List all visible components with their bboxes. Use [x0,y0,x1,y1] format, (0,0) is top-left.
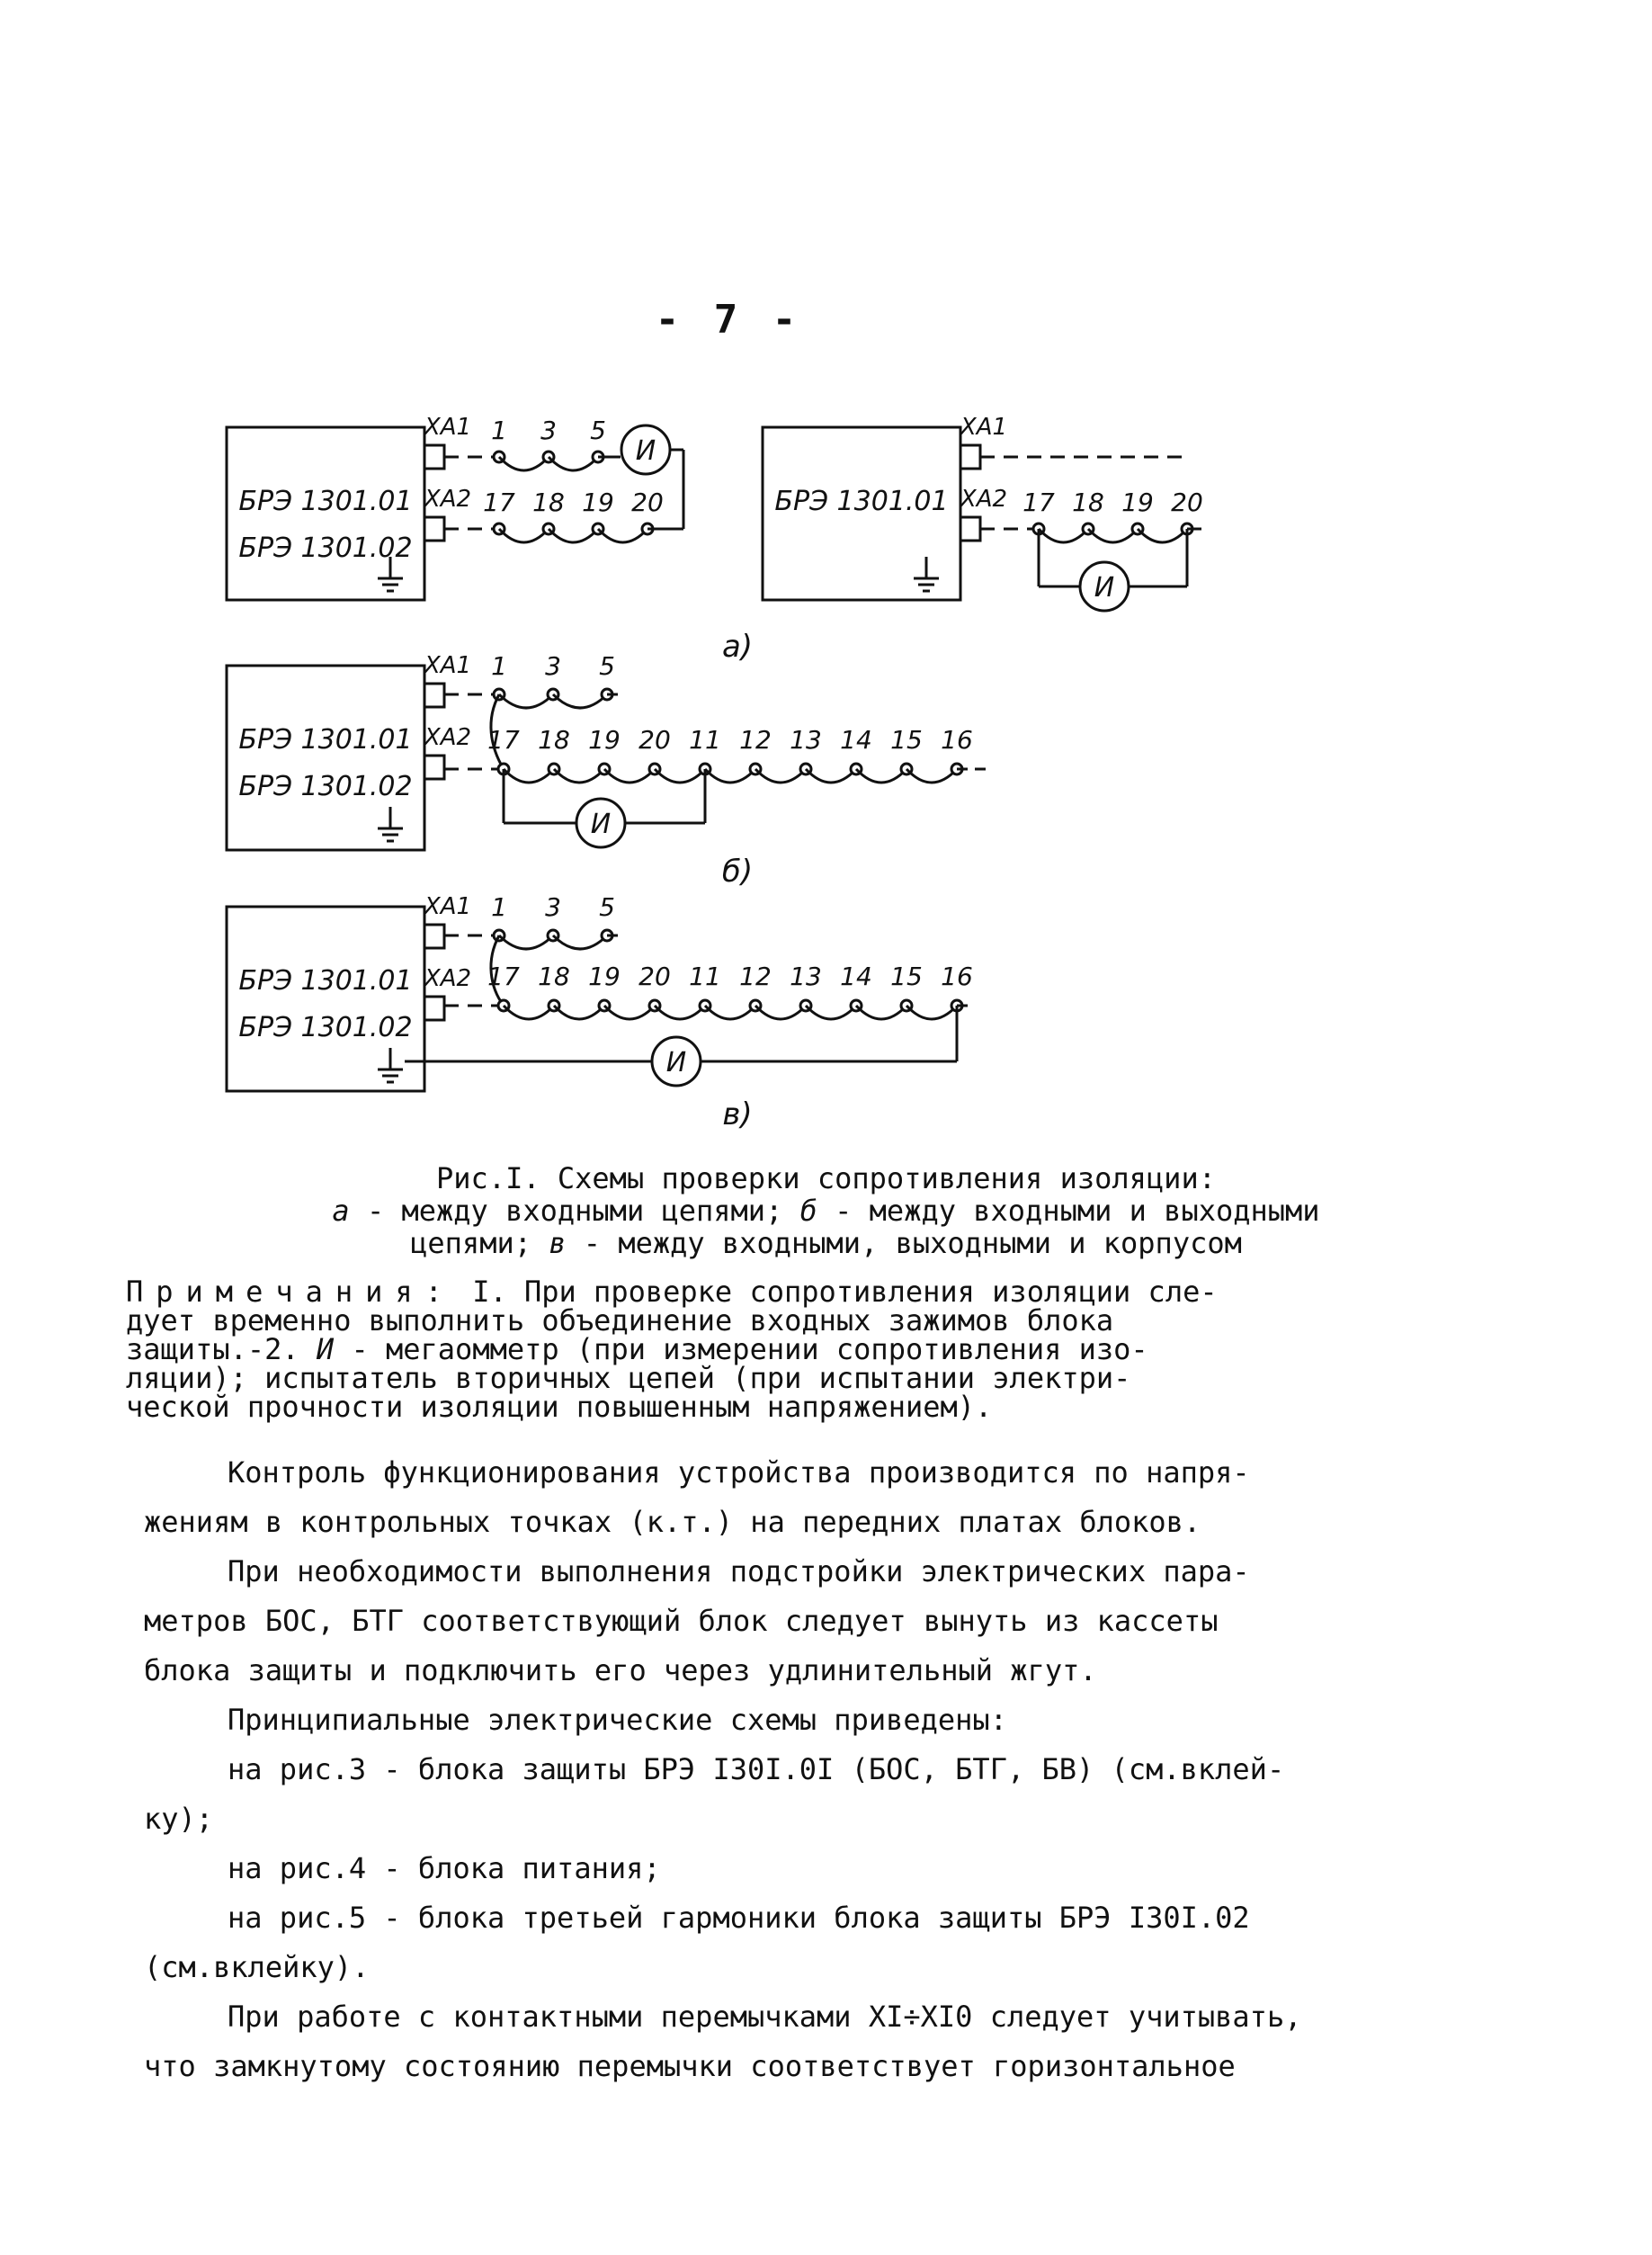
terminal-label: 19 [588,725,621,755]
connector-xa1 [424,684,444,707]
caption-title: Рис.I. Схемы проверки сопротивления изоляции: [436,1161,1216,1195]
terminal-label: 15 [890,962,923,991]
relay-block-outline [227,907,424,1091]
relay-block-outline [227,666,424,850]
terminal-label: 18 [538,962,570,991]
jumper-arc [755,1006,806,1019]
jumper-arc [499,457,549,470]
paragraph-cont: жениям в контрольных точках (к.т.) на передних платах блоков. [144,1505,1201,1539]
paragraph: Контроль функционирования устройства производится по напря- [228,1455,1250,1490]
connector-label-xa1: XA1 [424,414,472,441]
jumper-arc [499,529,549,542]
terminal-label: 3 [545,892,561,922]
caption-mark-a: а [332,1194,350,1228]
jumper-arc [856,769,906,783]
block-label: БРЭ 1301.01 [238,965,413,997]
megohmmeter-label: И [590,809,612,840]
terminal-label: 17 [487,725,520,755]
connector-label-xa1: XA1 [424,652,472,679]
terminal-label: 18 [532,488,565,517]
page-number: - 7 - [655,297,802,343]
sub-label-b: б) [721,854,754,890]
terminal-label: 1 [491,651,507,681]
paragraph: на рис.4 - блока питания; [228,1851,661,1885]
connector-xa1 [424,445,444,469]
terminal-label: 5 [599,651,615,681]
terminal-label: 14 [840,725,872,755]
jumper-arc [906,1006,957,1019]
jumper-arc [504,769,554,783]
connector-xa2 [960,517,980,541]
caption-line-3: цепями; в - между входными, выходными и корпусом [410,1226,1242,1260]
jumper-arc [499,694,553,708]
jumper-arc [755,769,806,783]
block-label: БРЭ 1301.01 [774,486,949,517]
terminal-label: 11 [689,962,721,991]
terminal-label: 3 [540,416,557,445]
terminal-label: 15 [890,725,923,755]
jumper-arc [549,529,598,542]
megohmmeter-label: И [635,435,656,467]
jumper-arc [553,935,607,949]
terminal-label: 19 [588,962,621,991]
jumper-arc [1138,529,1187,542]
terminal-label: 13 [790,725,822,755]
connector-xa2 [424,997,444,1020]
jumper-arc [1039,529,1088,542]
paragraph-cont: метров БОС, БТГ соответствующий блок следует вынуть из кассеты [144,1604,1219,1638]
terminal-label: 18 [538,725,570,755]
paragraph: на рис.3 - блока защиты БРЭ I30I.0I (БОС, БТГ, БВ) (см.вклей- [228,1752,1285,1786]
terminal-label: 1 [491,416,507,445]
connector-label-xa2: XA2 [424,486,472,513]
jumper-arc [549,457,598,470]
jumper-arc [705,1006,755,1019]
terminal-label: 19 [582,488,614,517]
terminal-label: 20 [638,962,671,991]
sub-label-v: в) [722,1096,753,1132]
jumper-arc [906,769,957,783]
jumper-arc [856,1006,906,1019]
jumper-arc [554,769,604,783]
terminal-label: 3 [545,651,561,681]
connector-label-xa2: XA2 [960,486,1008,513]
connector-label-xa1: XA1 [960,414,1008,441]
terminal-label: 19 [1121,488,1154,517]
paragraph: на рис.5 - блока третьей гармоники блока защиты БРЭ I30I.02 [228,1901,1250,1935]
caption-line-2: а - между входными цепями; б - между входными и выходными [332,1194,1320,1228]
terminal-label: 11 [689,725,721,755]
paragraph-cont: (см.вклейку). [144,1950,370,1984]
paragraph-cont: что замкнутому состоянию перемычки соответствует горизонтальное [144,2049,1236,2083]
connector-xa2 [424,517,444,541]
terminal-label: 20 [638,725,671,755]
body-text [144,1448,1367,2091]
paragraph: Принципиальные электрические схемы приведены: [228,1703,1007,1737]
jumper-arc [598,529,647,542]
connector-label-xa2: XA2 [424,965,472,992]
jumper-arc [604,769,655,783]
terminal-label: 1 [491,892,507,922]
terminal-label: 18 [1072,488,1104,517]
terminal-label: 13 [790,962,822,991]
figure-notes: Примечания: I. При проверке сопротивления изоляции сле- дует временно выполнить объединение входных зажимов блока защиты.-2. И - мегаомметр (при измерении сопротивления изо- ляции); испытатель вторичных цепей (при испытании электри- ческой прочности изоляции повышенным напряжением). [126,1275,1218,1424]
megohmmeter-label: И [665,1047,687,1078]
jumper-arc [553,694,607,708]
megohmmeter-label: И [1094,572,1115,604]
paragraph-cont: ку); [144,1802,214,1836]
block-label: БРЭ 1301.01 [238,486,413,517]
jumper-arc [499,935,553,949]
connector-label-xa1: XA1 [424,893,472,920]
paragraph: При работе с контактными перемычками XI÷XI0 следует учитывать, [228,2000,1302,2034]
terminal-label: 16 [941,725,973,755]
terminal-label: 14 [840,962,872,991]
terminal-label: 5 [590,416,606,445]
figure-caption [0,1162,1652,1259]
terminal-label: 5 [599,892,615,922]
block-label: БРЭ 1301.02 [238,1012,413,1043]
jumper-arc [1088,529,1138,542]
jumper-arc [655,769,705,783]
notes-heading: Примечания: [126,1275,455,1309]
block-label: БРЭ 1301.02 [238,771,413,802]
terminal-label: 17 [1022,488,1055,517]
jumper-arc [604,1006,655,1019]
jumper-arc [806,1006,856,1019]
sub-label-a: а) [721,629,754,665]
terminal-label: 20 [631,488,664,517]
terminal-label: 17 [487,962,520,991]
terminal-label: 12 [739,725,772,755]
connector-xa2 [424,756,444,779]
terminal-label: 16 [941,962,973,991]
block-label: БРЭ 1301.02 [238,532,413,564]
jumper-arc [655,1006,705,1019]
terminal-label: 20 [1171,488,1203,517]
connector-label-xa2: XA2 [424,724,472,751]
jumper-arc [504,1006,554,1019]
paragraph-cont: блока защиты и подключить его через удлинительный жгут. [144,1653,1097,1687]
connector-xa1 [960,445,980,469]
jumper-arc [554,1006,604,1019]
caption-mark-v: в [549,1226,567,1260]
paragraph: При необходимости выполнения подстройки электрических пара- [228,1554,1250,1588]
jumper-arc [705,769,755,783]
terminal-label: 17 [483,488,515,517]
terminal-label: 12 [739,962,772,991]
caption-mark-b: б [799,1194,817,1228]
block-label: БРЭ 1301.01 [238,724,413,756]
jumper-arc [806,769,856,783]
connector-xa1 [424,925,444,948]
